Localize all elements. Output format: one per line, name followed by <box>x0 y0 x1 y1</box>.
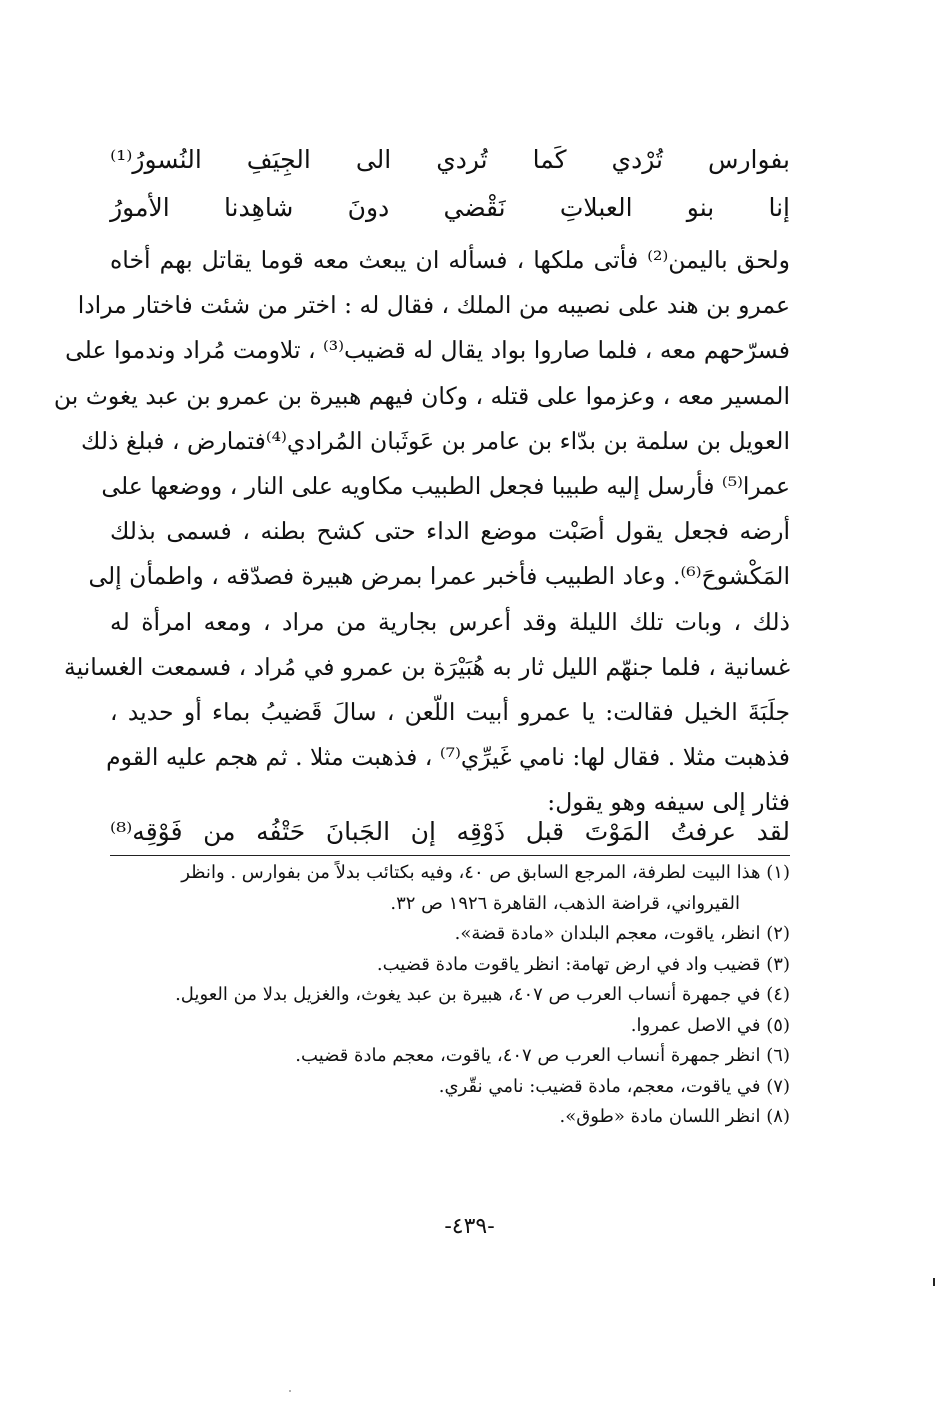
footnote-text: في ياقوت، معجم، مادة قضيب: نامي نقّري. <box>438 1075 761 1097</box>
footnote <box>110 1072 790 1103</box>
body-line: عمرو بن هند على نصيبه من الملك ، فقال له : اختر من شئت فاختار مرادا <box>77 291 790 320</box>
verse-line-2 <box>110 188 790 228</box>
body-line: فسرّحهم معه ، فلما صاروا بواد يقال له قضيب⁽³⁾ ، تلاومت مُراد وندموا على <box>65 336 790 365</box>
verse-word: شاهِدنا <box>223 193 294 222</box>
verse-word: ذَوْقِه <box>456 817 506 846</box>
footnote <box>110 858 790 889</box>
verse-word: قبل <box>525 817 565 846</box>
verse-word: تُرْدي <box>611 145 663 174</box>
verse-word: عرفتُ <box>670 817 737 846</box>
body-line: المَكْشوحَ⁽⁶⁾. وعاد الطبيب فأخبر عمرا بمرض هبيرة فصدّقه ، واطمأن إلى <box>88 562 790 591</box>
footnote-number: (٦) <box>766 1045 790 1066</box>
body-line: فثار إلى سيفه وهو يقول: <box>547 788 790 817</box>
verse-word: حَتْفُه <box>256 817 306 846</box>
footnote <box>110 1102 790 1133</box>
verse-word: الجِيَفِ <box>246 145 311 174</box>
verse-word: العبلاتِ <box>559 193 633 222</box>
verse-word: النُسورُ⁽¹⁾ <box>110 145 202 174</box>
footnote-text: انظر، ياقوت، معجم البلدان «مادة قضة». <box>454 923 761 944</box>
footnote-continuation <box>110 889 790 920</box>
footnote-number: (١) <box>766 862 790 883</box>
footnote <box>110 1041 790 1072</box>
body-line: أرضه فجعل يقول أصَبْت موضع الداء حتى كشح بطنه ، فسمى بذلك <box>110 517 790 546</box>
footnote <box>110 919 790 950</box>
verse-line-1 <box>110 140 790 180</box>
scan-speck <box>289 1390 291 1392</box>
body-line: ذلك ، وبات تلك الليلة وقد أعرس بجارية من مراد ، ومعه امرأة له <box>110 607 790 636</box>
verse-word: فَوْقِه⁽⁸⁾ <box>110 817 183 846</box>
verse-word: من <box>203 817 236 846</box>
footnote-text: القيرواني، قراضة الذهب، القاهرة ١٩٢٦ ص ٣٢. <box>390 892 740 914</box>
verse-word: إنا <box>768 193 790 222</box>
footnote-number: (٤) <box>766 984 790 1005</box>
footnote-number: (٧) <box>766 1075 790 1097</box>
verse-word: المَوْتَ <box>584 817 651 846</box>
verse-word: تُردي <box>436 145 488 174</box>
body-line: جلَبَةَ الخيل فقالت: يا عمرو أبيت اللّعن ، سالَ قَضيبُ بماء أو حديد ، <box>110 698 790 727</box>
footnote-text: هذا البيت لطرفة، المرجع السابق ص ٤٠، وفيه بكتائب بدلاً من بفوارس . وانظر <box>181 862 761 883</box>
footnote <box>110 950 790 981</box>
footnote <box>110 1011 790 1042</box>
footnotes <box>110 858 790 1133</box>
verse-word: إن <box>410 817 436 846</box>
footnote-text: انظر اللسان مادة «طوق». <box>559 1106 761 1127</box>
verse-word: كَما <box>532 145 567 174</box>
footnote-text: انظر جمهرة أنساب العرب ص ٤٠٧، ياقوت، معجم مادة قضيب. <box>295 1045 761 1066</box>
verse-word: بنو <box>686 193 715 222</box>
body-line: فذهبت مثلا . فقال لها: نامي غَيرِّي⁽⁷⁾ ، فذهبت مثلا . ثم هجم عليه القوم <box>106 743 790 772</box>
verse-word: الى <box>355 145 392 174</box>
page-number: -٤٣٩- <box>444 1214 495 1239</box>
footnote-text: في جمهرة أنساب العرب ص ٤٠٧، هبيرة بن عبد يغوث، والغزيل بدلا من العويل. <box>175 984 761 1005</box>
footnote-divider <box>110 855 790 856</box>
footnote-text: في الاصل عمروا. <box>630 1014 761 1036</box>
footnote-number: (٣) <box>766 953 790 975</box>
body-line: المسير معه ، وعزموا على قتله ، وكان فيهم هبيرة بن عمرو بن عبد يغوث بن <box>53 381 790 410</box>
scan-edge-mark <box>933 1278 935 1286</box>
verse-word: الأمورُ <box>110 193 170 222</box>
footnote-number: (٨) <box>766 1106 790 1127</box>
verse-word: الجَبانَ <box>325 817 391 846</box>
body-paragraph <box>53 238 790 826</box>
body-line: غسانية ، فلما جنهّم الليل ثار به هُبَيْرَة بن عمرو في مُراد ، فسمعت الغسانية <box>64 652 790 681</box>
footnote-text: قضيب واد في ارض تهامة: انظر ياقوت مادة قضيب. <box>376 953 761 975</box>
verse-line-3 <box>110 812 790 852</box>
verse-word: دونَ <box>347 193 390 222</box>
body-line: العويل بن سلمة بن بدّاء بن عامر بن عَوثَبان المُرادي⁽⁴⁾فتمارض ، فبلغ ذلك <box>81 426 790 455</box>
footnote <box>110 980 790 1011</box>
footnote-number: (٢) <box>766 923 790 944</box>
body-line: عمرا⁽⁵⁾ فأرسل إليه طبيبا فجعل الطبيب مكاويه على النار ، ووضعها على <box>101 472 790 501</box>
verse-word: نَقْضي <box>443 193 506 222</box>
body-line: ولحق باليمن⁽²⁾ فأتى ملكها ، فسأله ان يبعث معه قوما يقاتل بهم أخاه <box>110 246 790 274</box>
footnote-number: (٥) <box>766 1014 790 1036</box>
verse-word: بفوارس <box>707 145 790 174</box>
verse-word: لقد <box>756 817 790 846</box>
